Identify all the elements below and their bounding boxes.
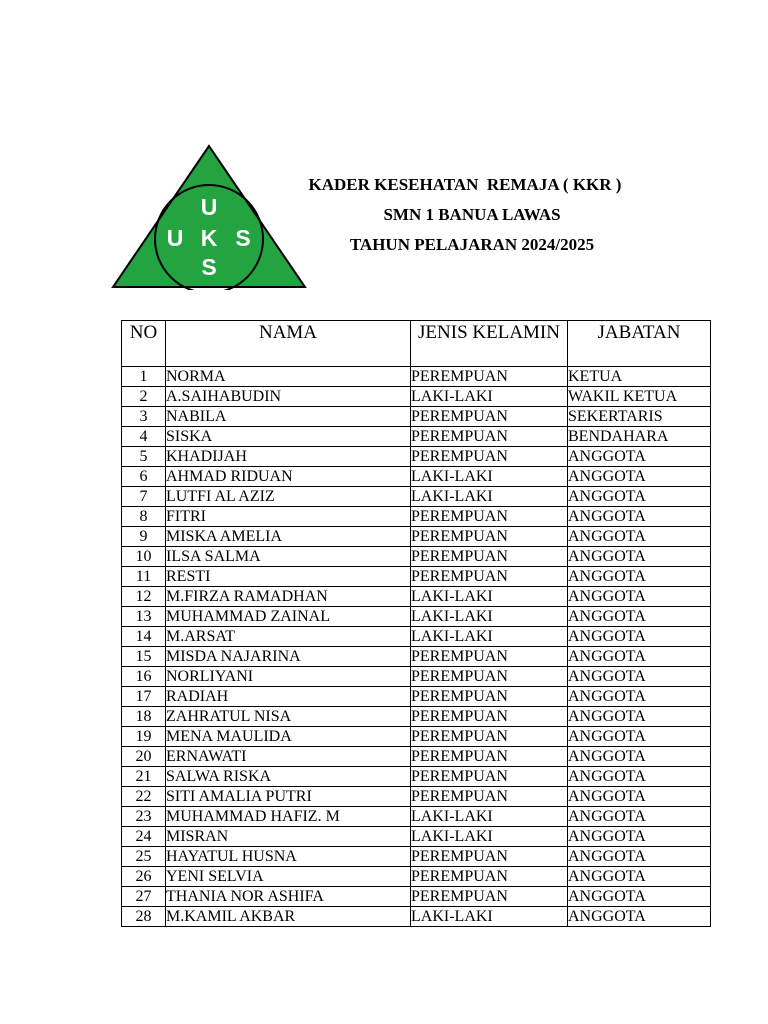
row-number: 23: [122, 807, 166, 827]
member-gender: PEREMPUAN: [411, 407, 568, 427]
table-row: [122, 467, 711, 487]
member-position: ANGGOTA: [568, 907, 711, 927]
member-gender: PEREMPUAN: [411, 527, 568, 547]
table-row: [122, 507, 711, 527]
member-gender: PEREMPUAN: [411, 547, 568, 567]
member-gender: LAKI-LAKI: [411, 587, 568, 607]
member-name: KHADIJAH: [166, 447, 411, 467]
member-gender: LAKI-LAKI: [411, 387, 568, 407]
table-row: [122, 827, 711, 847]
member-position: ANGGOTA: [568, 687, 711, 707]
row-number: 11: [122, 567, 166, 587]
table-row: [122, 587, 711, 607]
member-table: [121, 320, 711, 927]
logo-letter-center: K: [200, 225, 218, 251]
heading-line-school: SMN 1 BANUA LAWAS: [383, 205, 561, 224]
table-row: [122, 787, 711, 807]
member-gender: LAKI-LAKI: [411, 467, 568, 487]
row-number: 15: [122, 647, 166, 667]
logo-letter-right: S: [235, 225, 251, 251]
member-gender: LAKI-LAKI: [411, 827, 568, 847]
table-row: [122, 667, 711, 687]
table-row: [122, 607, 711, 627]
member-gender: PEREMPUAN: [411, 847, 568, 867]
member-position: WAKIL KETUA: [568, 387, 711, 407]
table-row: [122, 407, 711, 427]
member-name: MISKA AMELIA: [166, 527, 411, 547]
member-gender: PEREMPUAN: [411, 887, 568, 907]
member-gender: LAKI-LAKI: [411, 487, 568, 507]
member-gender: PEREMPUAN: [411, 747, 568, 767]
row-number: 21: [122, 767, 166, 787]
member-position: ANGGOTA: [568, 847, 711, 867]
member-name: RESTI: [166, 567, 411, 587]
member-name: MISRAN: [166, 827, 411, 847]
member-gender: PEREMPUAN: [411, 647, 568, 667]
document-heading: [250, 170, 680, 260]
member-name: HAYATUL HUSNA: [166, 847, 411, 867]
member-position: ANGGOTA: [568, 727, 711, 747]
member-position: ANGGOTA: [568, 607, 711, 627]
table-row: [122, 907, 711, 927]
heading-line-title: KADER KESEHATAN REMAJA ( KKR ): [308, 175, 622, 194]
member-position: ANGGOTA: [568, 667, 711, 687]
member-position: ANGGOTA: [568, 567, 711, 587]
row-number: 4: [122, 427, 166, 447]
table-row: [122, 887, 711, 907]
member-name: YENI SELVIA: [166, 867, 411, 887]
table-row: [122, 807, 711, 827]
row-number: 12: [122, 587, 166, 607]
member-gender: PEREMPUAN: [411, 567, 568, 587]
member-name: LUTFI AL AZIZ: [166, 487, 411, 507]
row-number: 14: [122, 627, 166, 647]
member-gender: PEREMPUAN: [411, 687, 568, 707]
row-number: 28: [122, 907, 166, 927]
row-number: 9: [122, 527, 166, 547]
table-row: [122, 747, 711, 767]
member-position: ANGGOTA: [568, 627, 711, 647]
table-row: [122, 707, 711, 727]
member-name: FITRI: [166, 507, 411, 527]
member-position: ANGGOTA: [568, 807, 711, 827]
row-number: 24: [122, 827, 166, 847]
member-position: ANGGOTA: [568, 747, 711, 767]
member-name: ZAHRATUL NISA: [166, 707, 411, 727]
member-name: A.SAIHABUDIN: [166, 387, 411, 407]
logo-letter-bottom: S: [201, 254, 217, 280]
member-gender: LAKI-LAKI: [411, 607, 568, 627]
member-position: ANGGOTA: [568, 767, 711, 787]
member-gender: PEREMPUAN: [411, 867, 568, 887]
member-position: ANGGOTA: [568, 887, 711, 907]
member-name: M.FIRZA RAMADHAN: [166, 587, 411, 607]
member-name: RADIAH: [166, 687, 411, 707]
member-position: ANGGOTA: [568, 647, 711, 667]
row-number: 26: [122, 867, 166, 887]
member-name: ERNAWATI: [166, 747, 411, 767]
member-position: ANGGOTA: [568, 467, 711, 487]
row-number: 1: [122, 367, 166, 387]
row-number: 20: [122, 747, 166, 767]
row-number: 16: [122, 667, 166, 687]
row-number: 6: [122, 467, 166, 487]
member-gender: LAKI-LAKI: [411, 907, 568, 927]
table-row: [122, 687, 711, 707]
member-gender: PEREMPUAN: [411, 447, 568, 467]
row-number: 7: [122, 487, 166, 507]
row-number: 5: [122, 447, 166, 467]
table-row: [122, 367, 711, 387]
member-name: AHMAD RIDUAN: [166, 467, 411, 487]
member-name: NABILA: [166, 407, 411, 427]
member-name: SITI AMALIA PUTRI: [166, 787, 411, 807]
logo-letter-left: U: [166, 225, 184, 251]
column-header-no: NO: [122, 321, 166, 367]
member-name: ILSA SALMA: [166, 547, 411, 567]
member-position: ANGGOTA: [568, 447, 711, 467]
table-row: [122, 627, 711, 647]
member-name: NORLIYANI: [166, 667, 411, 687]
row-number: 8: [122, 507, 166, 527]
member-gender: LAKI-LAKI: [411, 807, 568, 827]
member-position: ANGGOTA: [568, 587, 711, 607]
member-position: SEKERTARIS: [568, 407, 711, 427]
heading-line-year: TAHUN PELAJARAN 2024/2025: [349, 235, 595, 254]
member-name: SISKA: [166, 427, 411, 447]
table-row: [122, 487, 711, 507]
row-number: 19: [122, 727, 166, 747]
row-number: 2: [122, 387, 166, 407]
member-gender: PEREMPUAN: [411, 667, 568, 687]
member-name: MISDA NAJARINA: [166, 647, 411, 667]
member-name: M.KAMIL AKBAR: [166, 907, 411, 927]
member-position: ANGGOTA: [568, 707, 711, 727]
member-position: ANGGOTA: [568, 487, 711, 507]
member-name: NORMA: [166, 367, 411, 387]
member-name: M.ARSAT: [166, 627, 411, 647]
member-position: ANGGOTA: [568, 547, 711, 567]
member-position: BENDAHARA: [568, 427, 711, 447]
table-row: [122, 427, 711, 447]
table-row: [122, 547, 711, 567]
table-row: [122, 527, 711, 547]
table-row: [122, 567, 711, 587]
member-name: THANIA NOR ASHIFA: [166, 887, 411, 907]
row-number: 3: [122, 407, 166, 427]
member-name: MUHAMMAD ZAINAL: [166, 607, 411, 627]
member-gender: PEREMPUAN: [411, 767, 568, 787]
table-row: [122, 387, 711, 407]
table-body: [122, 367, 711, 927]
member-position: ANGGOTA: [568, 867, 711, 887]
table-header-row: [122, 321, 711, 367]
member-position: KETUA: [568, 367, 711, 387]
column-header-nama: NAMA: [166, 321, 411, 367]
column-header-jenis-kelamin: JENIS KELAMIN: [411, 321, 568, 367]
row-number: 27: [122, 887, 166, 907]
row-number: 18: [122, 707, 166, 727]
row-number: 17: [122, 687, 166, 707]
member-position: ANGGOTA: [568, 507, 711, 527]
table-row: [122, 647, 711, 667]
logo-letter-top: U: [200, 194, 218, 220]
row-number: 22: [122, 787, 166, 807]
member-name: MUHAMMAD HAFIZ. M: [166, 807, 411, 827]
table-row: [122, 847, 711, 867]
member-name: MENA MAULIDA: [166, 727, 411, 747]
table-row: [122, 727, 711, 747]
table-row: [122, 447, 711, 467]
member-position: ANGGOTA: [568, 527, 711, 547]
member-position: ANGGOTA: [568, 827, 711, 847]
member-name: SALWA RISKA: [166, 767, 411, 787]
member-gender: PEREMPUAN: [411, 707, 568, 727]
row-number: 10: [122, 547, 166, 567]
member-position: ANGGOTA: [568, 787, 711, 807]
member-gender: PEREMPUAN: [411, 367, 568, 387]
member-gender: PEREMPUAN: [411, 507, 568, 527]
row-number: 25: [122, 847, 166, 867]
row-number: 13: [122, 607, 166, 627]
member-gender: PEREMPUAN: [411, 727, 568, 747]
member-gender: PEREMPUAN: [411, 787, 568, 807]
member-gender: PEREMPUAN: [411, 427, 568, 447]
table-row: [122, 867, 711, 887]
column-header-jabatan: JABATAN: [568, 321, 711, 367]
member-gender: LAKI-LAKI: [411, 627, 568, 647]
table-row: [122, 767, 711, 787]
